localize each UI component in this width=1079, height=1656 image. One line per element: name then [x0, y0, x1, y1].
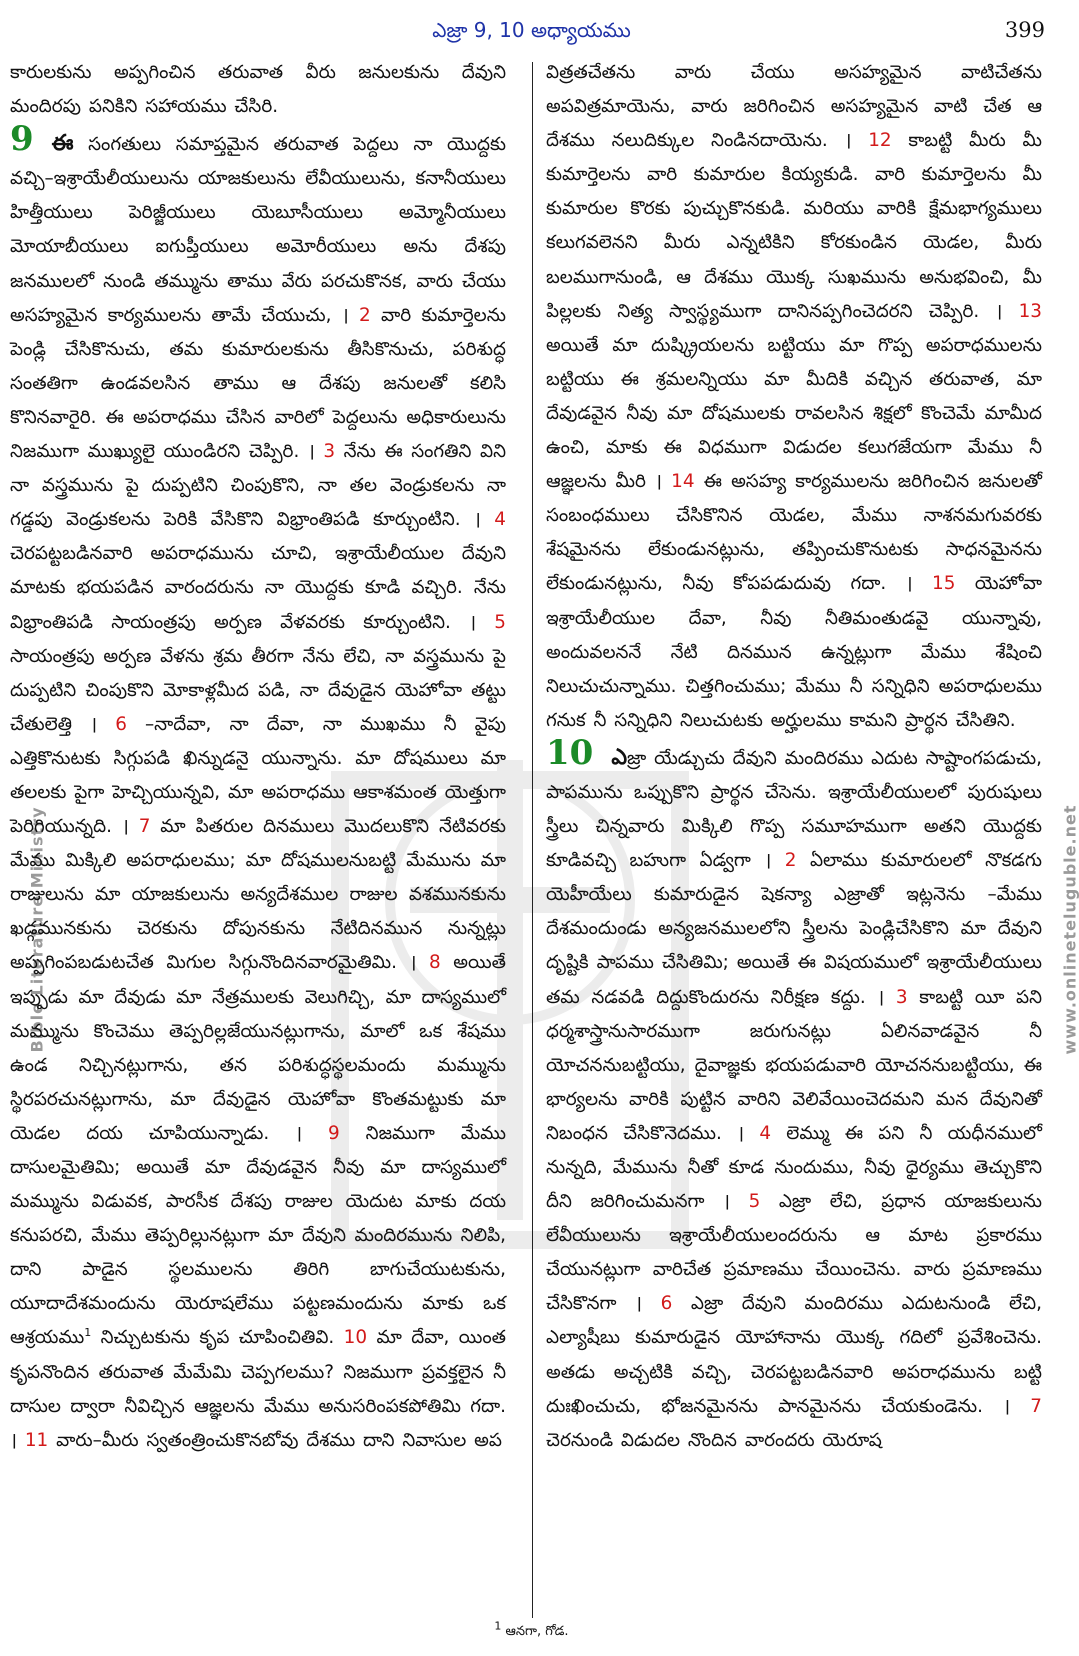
chapter-number: 10 [546, 732, 594, 773]
verse-number: 6 [660, 1293, 673, 1315]
verse-text: –నాదేవా, నా దేవా, నా ముఖము నీ వైపు ఎత్తికొనుటకు సిగ్గుపడి ఖిన్నుడనై యున్నాను. మా దోషములు మా తలలకు పైగా హెచ్చియున్నవి, మా అపరాధము ఆకాశమంత యెత్తుగా పెరిగియున్నది. । [10, 713, 506, 838]
page-header [0, 0, 1063, 40]
chapter-number: 9 [10, 119, 34, 160]
verse-text: జ్రా యేడ్చుచు దేవుని మందిరము ఎదుట సాష్టాంగపడుచు, పాపమును ఒప్పుకొని ప్రార్థన చేసెను. ఇశ్రాయేలీయులలో పురుషులు స్త్రీలు చిన్నవారు మిక్కిలి గొప్ప సమూహముగా అతని యొద్దకు కూడివచ్చి బహుగా ఏడ్వగా । [546, 747, 1042, 872]
verse-number: 3 [323, 441, 336, 463]
verse-number: 6 [115, 713, 127, 735]
verse-text: వారు–మీరు స్వతంత్రించుకొనబోవు దేశము దాని నివాసుల అప [48, 1429, 502, 1451]
side-label-ministry: Bible Literature Ministry [27, 806, 47, 1053]
verse-text: విత్రతచేతను వారు చేయు అసహ్యమైన వాటిచేతను అపవిత్రమాయెను, వారు జరిగించిన అసహ్యమైన వాటి చేత ఆ దేశము నలుదిక్కుల నిండినదాయెను. । [546, 62, 1042, 152]
side-label-website: www.onlineteluguble.net [1060, 804, 1079, 1055]
verse-number: 5 [748, 1191, 761, 1213]
verse-text: యెహోవా ఇశ్రాయేలీయుల దేవా, నీవు నీతిమంతుడవై యున్నావు, అందువలననే నేటి దినమున ఉన్నట్లుగా మేము శేషించి నిలుచుచున్నాము. చిత్తగించుము; మేము నీ సన్నిధిని అపరాధులము గనుక నీ సన్నిధిని నిలుచుటకు అర్హులము కామని ప్రార్థన చేసితిని. [546, 573, 1042, 731]
verse-text: ఎజ్రా దేవుని మందిరము ఎదుటనుండి లేచి, ఎల్యాషీబు కుమారుడైన యోహానాను యొక్క గదిలో ప్రవేశించెను. అతడు అచ్చటికి వచ్చి, చెరపట్టబడినవారి అపరాధమును బట్టి దుఃఖించుచు, భోజనమైనను పానమైనను చేయకుండెను. । [546, 1293, 1042, 1417]
verse-number: 15 [932, 573, 956, 595]
verse-number: 12 [868, 130, 892, 152]
footnote [0, 1619, 1063, 1642]
footnote-marker: 1 [494, 1619, 502, 1633]
verse-text: ఈ అసహ్య కార్యములను జరిగించిన జనులతో సంబంధములు చేసికొనిన యెడల, మేము నాశనమగువరకు శేషమైనను లేకుండునట్లును, తప్పించుకొనుటకు సాధనమైనను లేకుండునట్లును, నీవు కోపపడుదువు గదా. । [546, 471, 1042, 595]
verse-number: 4 [759, 1122, 772, 1144]
verse-number: 3 [895, 986, 908, 1008]
chapter-first-word: ఈ [51, 131, 74, 157]
verse-text: కాబట్టి యీ పని ధర్మశాస్త్రానుసారముగా జరుగునట్లు ఏలినవాడవైన నీ యోచననుబట్టియు, దైవాజ్ఞకు భయపడువారి యోచననుబట్టియు, ఈ భార్యలను వారికి పుట్టిన వారిని వెలివేయించెదమని మన దేవునితో నిబంధన చేసికొనెదము. । [546, 986, 1042, 1144]
verse-number: 9 [328, 1122, 340, 1144]
footnote-text: ఆనగా, గోడ. [501, 1624, 569, 1639]
chapter-first-word: ఎ [611, 744, 627, 770]
verse-number: 2 [358, 304, 371, 326]
chapter-10-block [546, 732, 1042, 1458]
verse-number: 2 [784, 850, 797, 872]
verse-text: నిజముగా మేము దాసులమైతిమి; అయితే మా దేవుడవైన నీవు మా దాస్యములో మమ్మును విడువక, పారసీక దేశపు రాజుల యెదుట మాకు దయ కనుపరచి, మేము తెప్పరిల్లునట్లుగా మా దేవుని మందిరమును నిలిపి, దాని పాడైన స్థలములను తిరిగి బాగుచేయుటకును, యూదాదేశమందును యెరూషలేము పట్టణమందును మాకు ఒక ఆశ్రయము [10, 1122, 506, 1349]
verse-text: అయితే ఇప్పుడు మా దేవుడు మా నేత్రములకు వెలుగిచ్చి, మా దాస్యములో మమ్మును కొంచెము తెప్పరిల్లజేయునట్లుగాను, మాలో ఒక శేషము ఉండ నిచ్చినట్లుగాను, తన పరిశుద్ధస్థలమందు మమ్మును స్థిరపరచునట్లుగాను, మా దేవుడైన యెహోవా కొంతమట్టుకు మా యెడల దయ చూపియున్నాడు. । [10, 952, 506, 1144]
verse-text: ఎజ్రా లేచి, ప్రధాన యాజకులును లేవీయులును ఇశ్రాయేలీయులందరును ఆ మాట ప్రకారము చేయునట్లుగా వారిచేత ప్రమాణము చేయించెను. వారు ప్రమాణము చేసికొనగా । [546, 1191, 1042, 1315]
verse-text: చెరనుండి విడుదల నొందిన వారందరు యెరూష [546, 1429, 882, 1451]
verse-text: సాయంత్రపు అర్పణ వేళను శ్రమ తీరగా నేను లేచి, నా వస్త్రమును పై దుప్పటిని చింపుకొని మోకాళ్లమీద పడి, నా దేవుడైన యెహోవా తట్టు చేతులెత్తి । [10, 645, 506, 735]
paragraph [546, 56, 1042, 738]
verse-text: నేను ఈ సంగతిని విని నా వస్త్రమును పై దుప్పటిని చింపుకొని, నా తల వెండ్రుకలను నా గడ్డపు వెండ్రుకలను పెరికి వేసికొని విభ్రాంతిపడి కూర్చుంటిని. । [10, 441, 506, 531]
verse-number: 11 [24, 1429, 49, 1451]
verse-text: అయితే మా దుష్క్రియలను బట్టియు మా గొప్ప అపరాధములను బట్టియు ఈ శ్రమలన్నియు మా మీదికి వచ్చిన తరువాత, మా దేవుడవైన నీవు మా దోషములకు రావలసిన శిక్షలో కొంచెమే మామీద ఉంచి, మాకు ఈ విధముగా విడుదల కలుగజేయగా మేము నీ ఆజ్ఞలను మీరి । [546, 334, 1042, 493]
verse-text: మా పితరుల దినములు మొదలుకొని నేటివరకు మేము మిక్కిలి అపరాధులము; మా దోషములనుబట్టి మేమును మా రాజులును మా యాజకులును అన్యదేశముల రాజుల వశమునకును ఖడ్గమునకును చెరకును దోపునకును నేటిదినమున నున్నట్లు అప్పగింపబడుటచేత మిగుల సిగ్గునొందినవారమైతిమి. । [10, 816, 506, 974]
verse-text: వారి కుమార్తెలను పెండ్లి చేసికొనుచు, తమ కుమారులకును తీసికొనుచు, పరిశుద్ధ సంతతిగా ఉండవలసిన తాము ఆ దేశపు జనులతో కలిసి కొనినవారైరి. ఈ అపరాధము చేసిన వారిలో పెద్దలును అధికారులును నిజముగా ముఖ్యులై యుండిరని చెప్పిరి. । [10, 304, 506, 463]
running-title: ఎజ్రా 9, 10 అధ్యాయము [432, 18, 631, 42]
verse-text: కాబట్టి మీరు మీ కుమార్తెలను వారి కుమారుల కియ్యకుడి. వారి కుమార్తెలను మీ కుమారుల కొరకు పుచ్చుకొనకుడి. మరియు వారికి క్షేమభాగ్యములు కలుగవలెనని మీరు ఎన్నటికిని కోరకుండిన యెడల, మీరు బలముగానుండి, ఆ దేశము యొక్క సుఖమును అనుభవించి, మీ పిల్లలకు నిత్య స్వాస్థ్యముగా దానినప్పగించెదరని చెప్పిరి. । [546, 130, 1042, 322]
verse-number: 7 [138, 816, 151, 838]
footnote-marker: 1 [84, 1326, 92, 1340]
verse-number: 4 [494, 509, 506, 531]
chapter-9-block [10, 119, 506, 1458]
verse-number: 14 [671, 471, 695, 493]
verse-text: ఏలాము కుమారులలో నొకడగు యెహీయేలు కుమారుడైన షెకన్యా ఎజ్రాతో ఇట్లనెను –మేము దేశమందుండు అన్యజనములలోని స్త్రీలను పెండ్లిచేసికొని మా దేవుని దృష్టికి పాపము చేసితిమి; అయితే ఈ విషయములో ఇశ్రాయేలీయులు తమ నడవడి దిద్దుకొందురను నిరీక్షణ కద్దు. । [546, 850, 1042, 1008]
column-divider [532, 62, 533, 1618]
verse-text: మా దేవా, యింత కృపనొందిన తరువాత మేమేమి చెప్పగలము? నిజముగా ప్రవక్తలైన నీ దాసుల ద్వారా నీవిచ్చిన ఆజ్ఞలను మేము అనుసరింపకపోతిమి గదా. । [10, 1327, 506, 1451]
left-column [10, 56, 506, 1596]
paragraph [10, 56, 506, 124]
verse-text: లెమ్ము ఈ పని నీ యధీనములో నున్నది, మేమును నీతో కూడ నుందుము, నీవు ధైర్యము తెచ్చుకొని దీని జరిగించుమనగా । [546, 1122, 1042, 1213]
page-number: 399 [1004, 18, 1045, 42]
verse-number: 5 [494, 611, 506, 633]
verse-number: 10 [343, 1327, 368, 1349]
verse-text: నిచ్చుటకును కృప చూపించితివి. [91, 1327, 344, 1349]
right-column [546, 56, 1042, 1596]
verse-number: 8 [429, 952, 441, 974]
verse-number: 13 [1018, 300, 1042, 322]
paragraph-text: కారులకును అప్పగించిన తరువాత వీరు జనులకును దేవుని మందిరపు పనికిని సహాయము చేసిరి. [10, 62, 506, 118]
verse-text: సంగతులు సమాప్తమైన తరువాత పెద్దలు నా యొద్దకు వచ్చి–ఇశ్రాయేలీయులును యాజకులును లేవీయులును, కనానీయులు హిత్తీయులు పెరిజ్జీయులు యెబూసీయులు అమ్మోనీయులు మోయాబీయులు ఐగుప్తీయులు అమోరీయులు అను దేశపు జనములలో నుండి తమ్మును తాము వేరు పరచుకొనక, వారు చేయు అసహ్యమైన కార్యములను తామే చేయుచు, । [10, 134, 506, 326]
verse-text: చెరపట్టబడినవారి అపరాధమును చూచి, ఇశ్రాయేలీయుల దేవుని మాటకు భయపడిన వారందరును నా యొద్దకు కూడి వచ్చిరి. నేను విభ్రాంతిపడి సాయంత్రపు అర్పణ వేళవరకు కూర్చుంటిని. । [10, 543, 506, 633]
verse-number: 7 [1030, 1395, 1042, 1417]
